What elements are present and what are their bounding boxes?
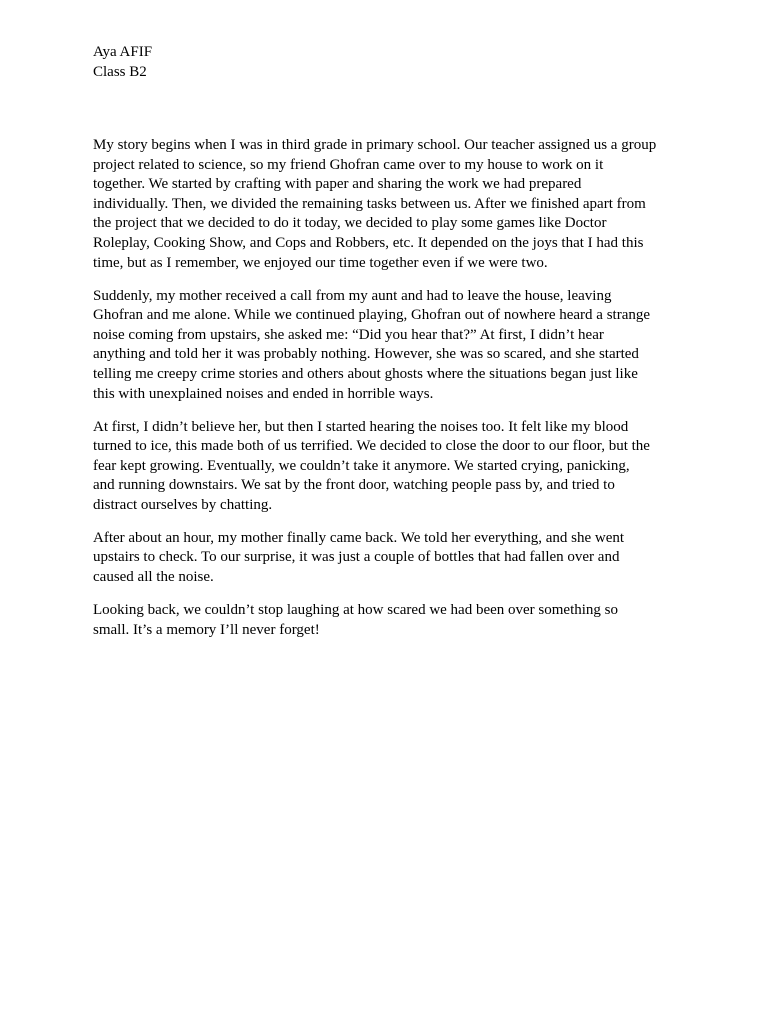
paragraph-line: telling me creepy crime stories and others about ghosts where the situations began just like <box>93 365 638 382</box>
document-header <box>93 43 683 82</box>
paragraph-line: this with unexplained noises and ended in horrible ways. <box>93 385 434 402</box>
paragraph-line: noise coming from upstairs, she asked me: “Did you hear that?” At first, I didn’t hear <box>93 326 604 343</box>
paragraph-line: After about an hour, my mother finally came back. We told her everything, and she went <box>93 529 625 546</box>
paragraph-line: caused all the noise. <box>93 569 214 586</box>
paragraph-line: fear kept growing. Eventually, we couldn’t take it anymore. We started crying, panicking, <box>93 457 630 474</box>
paragraph-line: anything and told her it was probably nothing. However, she was so scared, and she started <box>93 346 639 363</box>
author-name: Aya AFIF <box>93 44 153 60</box>
paragraph-line: upstairs to check. To our surprise, it was just a couple of bottles that had fallen over and <box>93 549 620 566</box>
class-name: Class B2 <box>93 63 147 80</box>
story-paragraph-3 <box>93 418 683 516</box>
paragraph-line: turned to ice, this made both of us terrified. We decided to close the door to our floor, but the <box>93 438 650 455</box>
story-body <box>93 136 683 654</box>
paragraph-line: and running downstairs. We sat by the front door, watching people pass by, and tried to <box>93 477 615 494</box>
paragraph-line: Looking back, we couldn’t stop laughing at how scared we had been over something so <box>93 602 619 619</box>
paragraph-line: together. We started by crafting with paper and sharing the work we had prepared <box>93 176 582 193</box>
story-paragraph-1 <box>93 136 683 273</box>
paragraph-line: My story begins when I was in third grade in primary school. Our teacher assigned us a group <box>93 137 657 153</box>
paragraph-line: At first, I didn’t believe her, but then I started hearing the noises too. It felt like my blood <box>93 418 629 435</box>
paragraph-line: small. It’s a memory I’ll never forget! <box>93 621 320 638</box>
paragraph-line: Ghofran and me alone. While we continued playing, Ghofran out of nowhere heard a strange <box>93 307 651 324</box>
story-paragraph-2 <box>93 287 683 405</box>
paragraph-line: Roleplay, Cooking Show, and Cops and Robbers, etc. It depended on the joys that I had this <box>93 234 644 251</box>
story-paragraph-4 <box>93 529 683 588</box>
paragraph-line: distract ourselves by chatting. <box>93 496 273 513</box>
paragraph-line: Suddenly, my mother received a call from my aunt and had to leave the house, leaving <box>93 287 612 304</box>
paragraph-line: individually. Then, we divided the remaining tasks between us. After we finished apart from <box>93 195 646 212</box>
paragraph-line: time, but as I remember, we enjoyed our time together even if we were two. <box>93 254 548 271</box>
paragraph-line: project related to science, so my friend Ghofran came over to my house to work on it <box>93 156 604 173</box>
paragraph-line: the project that we decided to do it today, we decided to play some games like Doctor <box>93 215 607 232</box>
story-paragraph-5 <box>93 601 683 640</box>
